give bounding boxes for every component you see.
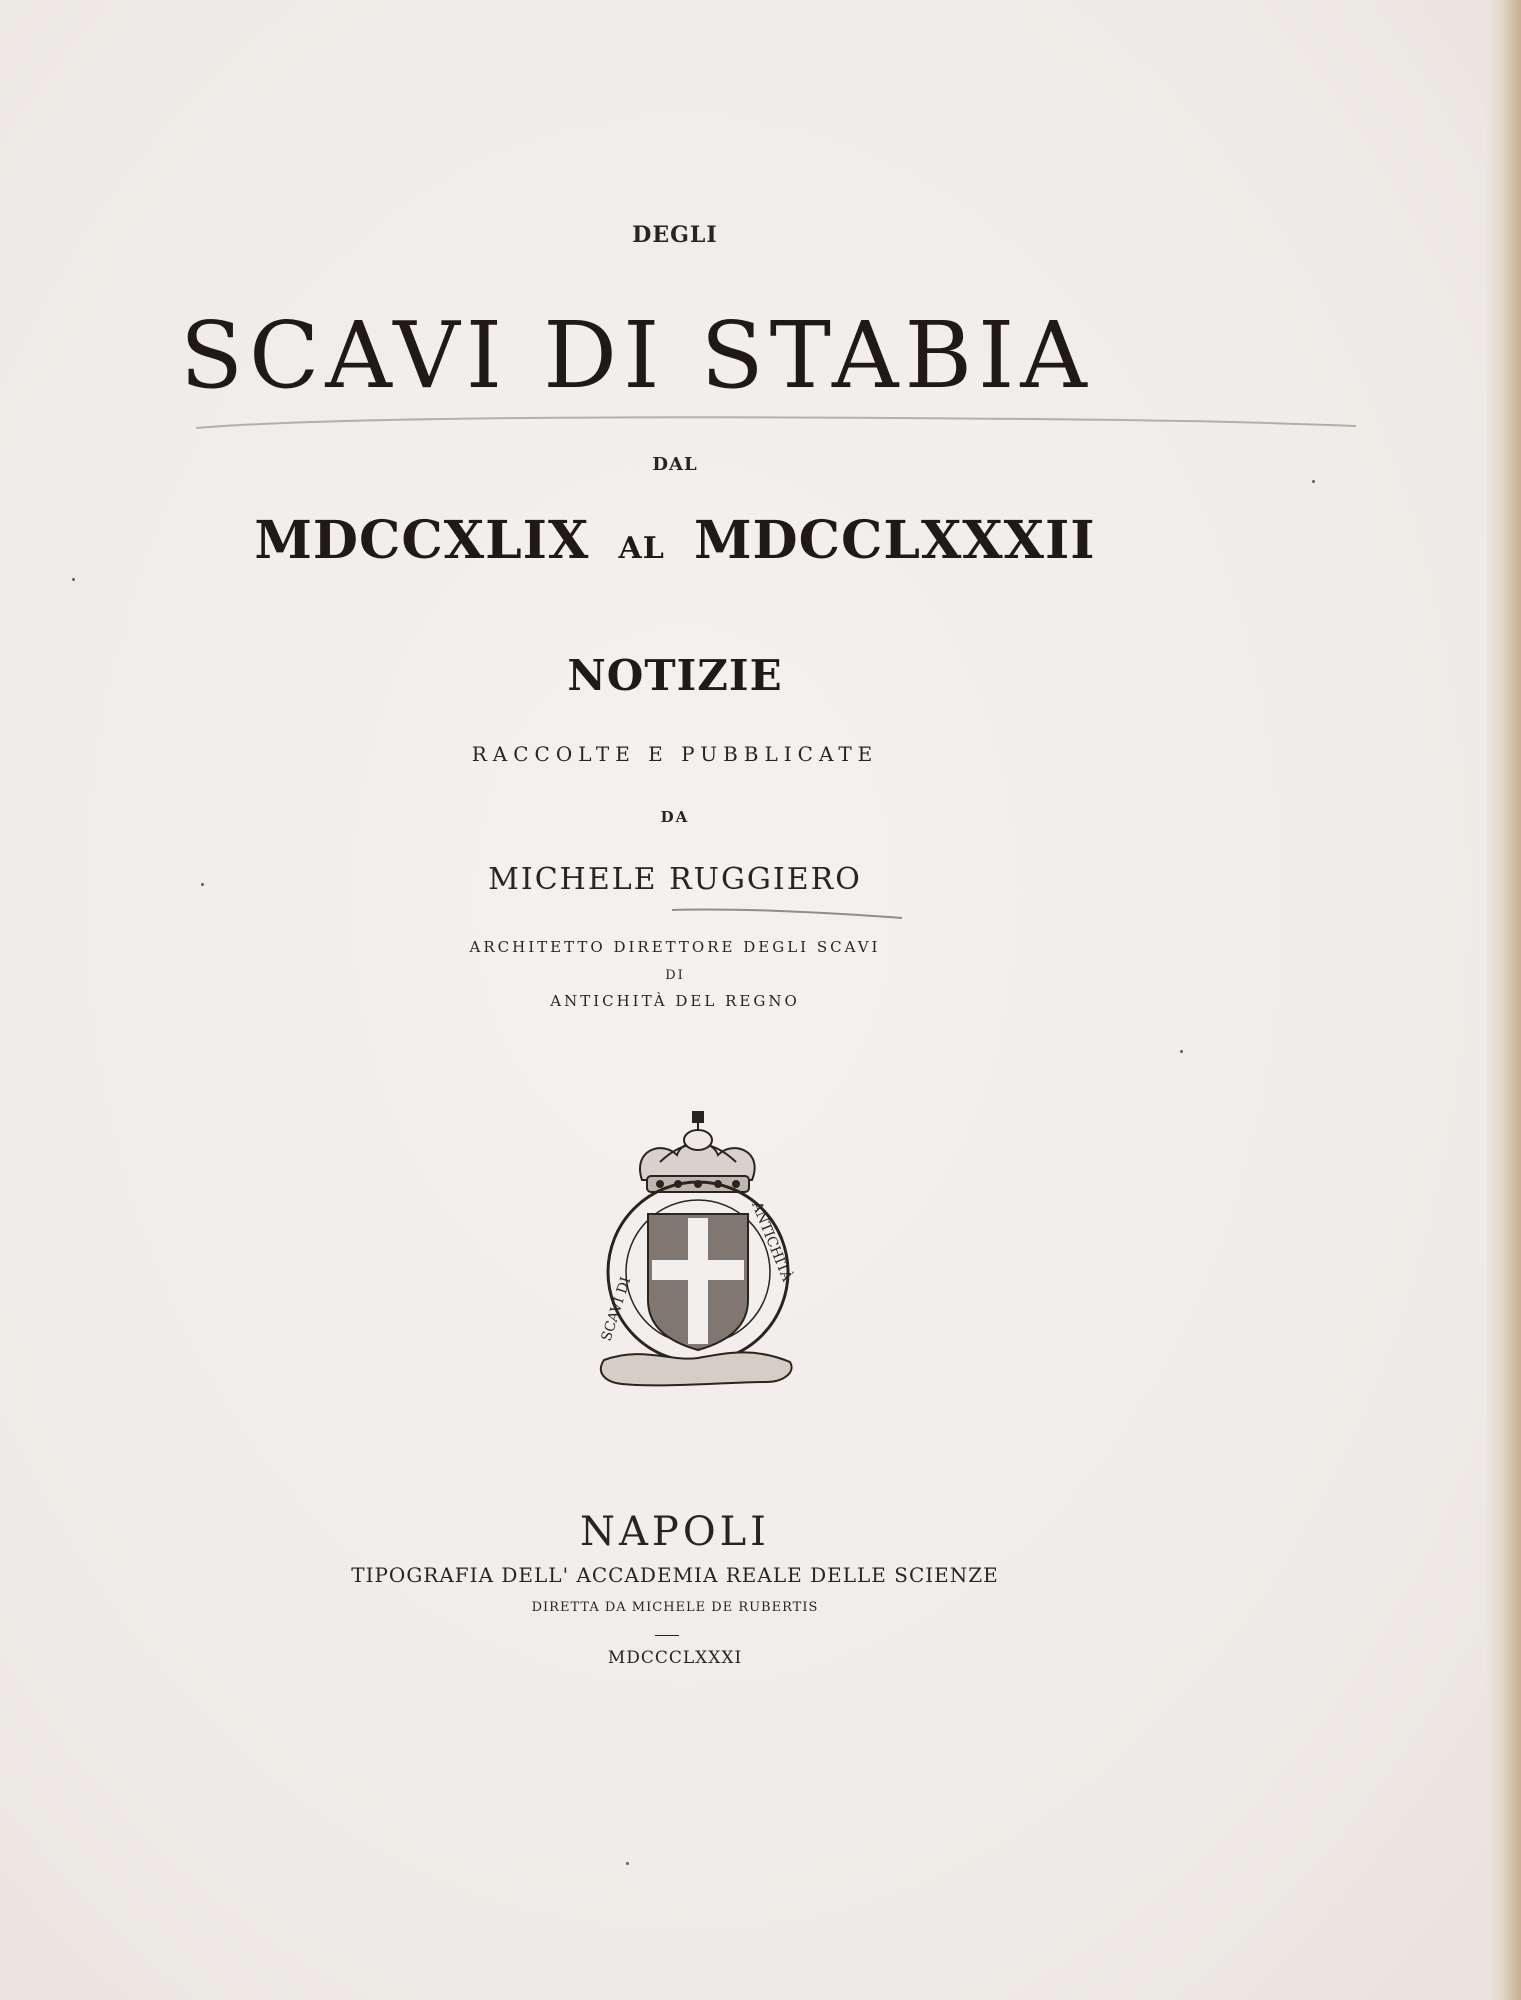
paper-speck <box>1180 1050 1183 1053</box>
collected-line: RACCOLTE E PUBBLICATE <box>471 742 879 766</box>
pencil-underline <box>196 412 1356 432</box>
date-range <box>0 510 1350 571</box>
savoy-crest-icon <box>552 1110 842 1400</box>
pencil-underline-author <box>672 906 902 922</box>
paper-speck <box>626 1862 629 1865</box>
author-role-1: ARCHITETTO DIRETTORE DEGLI SCAVI <box>469 938 881 956</box>
paper-speck <box>72 578 75 581</box>
date-al: AL <box>618 531 665 566</box>
motto-left: SCAVI DI <box>598 1274 635 1344</box>
author-role-3: ANTICHITÀ DEL REGNO <box>550 992 800 1010</box>
pre-title: DEGLI <box>632 222 718 248</box>
paper-speck <box>1312 480 1315 483</box>
imprint-year: MDCCCLXXXI <box>607 1648 743 1668</box>
imprint-rule <box>655 1635 679 1636</box>
by-label: DA <box>660 808 690 826</box>
author-role-2: DI <box>665 968 685 983</box>
imprint-city: NAPOLI <box>580 1509 770 1555</box>
page-edge <box>1487 0 1521 2000</box>
subtitle: NOTIZIE <box>567 651 783 700</box>
motto-right: ANTICHITÀ <box>748 1199 795 1284</box>
imprint-director: DIRETTA DA MICHELE DE RUBERTIS <box>531 1600 819 1615</box>
dal-label: DAL <box>652 454 698 475</box>
ribbon-icon <box>601 1352 792 1385</box>
author-name: MICHELE RUGGIERO <box>488 862 862 897</box>
crown-icon <box>640 1112 755 1192</box>
imprint-printer: TIPOGRAFIA DELL' ACCADEMIA REALE DELLE SCIENZE <box>351 1563 999 1587</box>
shield-icon <box>648 1214 748 1350</box>
date-from: MDCCXLIX <box>254 510 590 571</box>
date-to: MDCCLXXXII <box>693 510 1096 571</box>
book-title: SCAVI DI STABIA <box>180 302 1093 409</box>
